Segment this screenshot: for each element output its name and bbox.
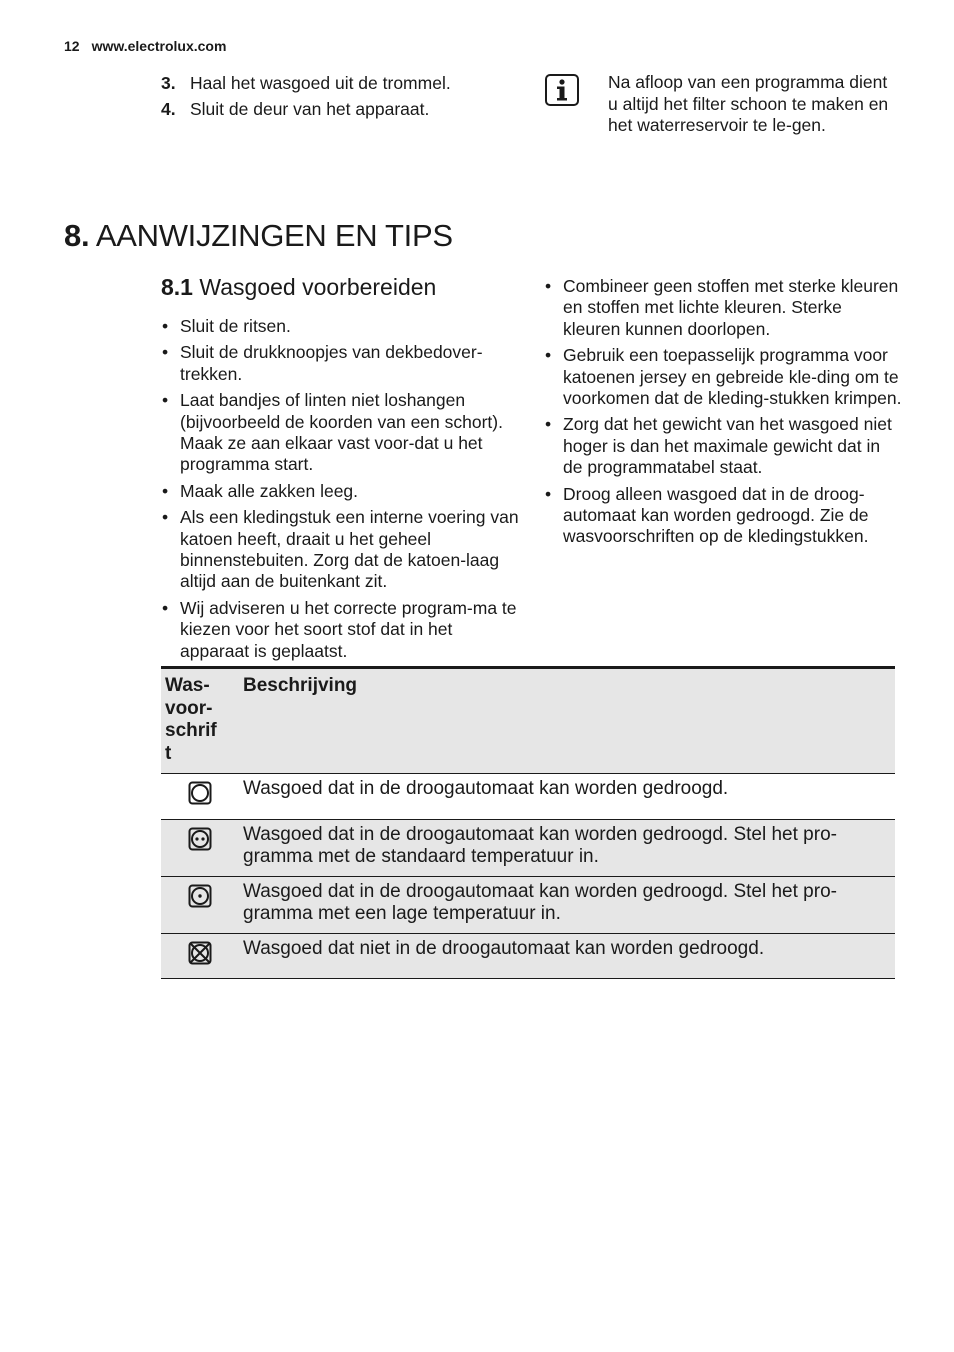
- step-number: 3.: [161, 73, 176, 93]
- section-title-text: AANWIJZINGEN EN TIPS: [95, 218, 453, 253]
- symbol-cell: [161, 933, 239, 979]
- table-row: [161, 774, 895, 820]
- tumble-dry-normal-temp-icon: [188, 827, 212, 851]
- list-item: • Zorg dat het gewicht van het wasgoed niet hoger is dan het maximale gewicht dat in de programmatabel staat.: [544, 414, 904, 478]
- list-item: • Wij adviseren u het correcte program-ma te kiezen voor het soort stof dat in het apparaat is geplaatst.: [161, 598, 521, 662]
- steps-list: [161, 72, 521, 124]
- subsection-title-text: Wasgoed voorbereiden: [199, 274, 437, 300]
- description-cell: Wasgoed dat in de droogautomaat kan worden gedroogd. Stel het pro-gramma met een lage temperatuur in.: [239, 876, 895, 933]
- step-item: [161, 98, 521, 120]
- step-item: [161, 72, 521, 94]
- section-title: [64, 218, 453, 254]
- column-header-description: Beschrijving: [239, 668, 895, 774]
- table-row: [161, 819, 895, 876]
- step-text: Haal het wasgoed uit de trommel.: [190, 73, 451, 93]
- symbol-cell: [161, 774, 239, 820]
- symbol-cell: [161, 876, 239, 933]
- step-text: Sluit de deur van het apparaat.: [190, 99, 430, 119]
- step-number: 4.: [161, 99, 176, 119]
- list-item: • Sluit de drukknoopjes van dekbedover-trekken.: [161, 342, 521, 385]
- info-icon: [545, 74, 579, 106]
- table-row: [161, 933, 895, 979]
- list-item: • Gebruik een toepasselijk programma voor katoenen jersey en gebreide kle-ding om te voorkomen dat de kleding-stukken krimpen.: [544, 345, 904, 409]
- list-item: • Droog alleen wasgoed dat in de droog-automaat kan worden gedroogd. Zie de wasvoorschriften op de kledingstukken.: [544, 484, 904, 548]
- table-header-row: [161, 668, 895, 774]
- symbol-cell: [161, 819, 239, 876]
- section-number: 8.: [64, 218, 90, 253]
- info-note-text: Na afloop van een programma dient u altijd het filter schoon te maken en het waterreservoir te le-gen.: [608, 72, 889, 135]
- list-item: • Combineer geen stoffen met sterke kleuren en stoffen met lichte kleuren. Sterke kleuren kunnen doorlopen.: [544, 276, 904, 340]
- subsection-number: 8.1: [161, 274, 193, 300]
- table-row: [161, 876, 895, 933]
- column-header-symbol: Was- voor- schrif t: [161, 668, 239, 774]
- right-bullet-list: [544, 276, 904, 553]
- description-cell: Wasgoed dat in de droogautomaat kan worden gedroogd. Stel het pro-gramma met de standaard temperatuur in.: [239, 819, 895, 876]
- left-bullet-list: [161, 316, 521, 667]
- list-item: • Laat bandjes of linten niet loshangen (bijvoorbeeld de koorden van een schort). Maak ze aan elkaar vast voor-dat u het programma start.: [161, 390, 521, 476]
- care-symbols-table: [161, 666, 895, 979]
- page-header: [64, 38, 226, 54]
- tumble-dry-icon: [188, 781, 212, 805]
- do-not-tumble-dry-icon: [188, 941, 212, 965]
- description-cell: Wasgoed dat in de droogautomaat kan worden gedroogd.: [239, 774, 895, 820]
- page-number: 12: [64, 38, 80, 54]
- tumble-dry-low-temp-icon: [188, 884, 212, 908]
- list-item: • Als een kledingstuk een interne voering van katoen heeft, draait u het geheel binnenstebuiten. Zorg dat de katoen-laag altijd aan de buitenkant zit.: [161, 507, 521, 593]
- list-item: • Sluit de ritsen.: [161, 316, 521, 337]
- subsection-title: [161, 274, 436, 301]
- list-item: • Maak alle zakken leeg.: [161, 481, 521, 502]
- description-cell: Wasgoed dat niet in de droogautomaat kan worden gedroogd.: [239, 933, 895, 979]
- site-url[interactable]: www.electrolux.com: [91, 38, 227, 54]
